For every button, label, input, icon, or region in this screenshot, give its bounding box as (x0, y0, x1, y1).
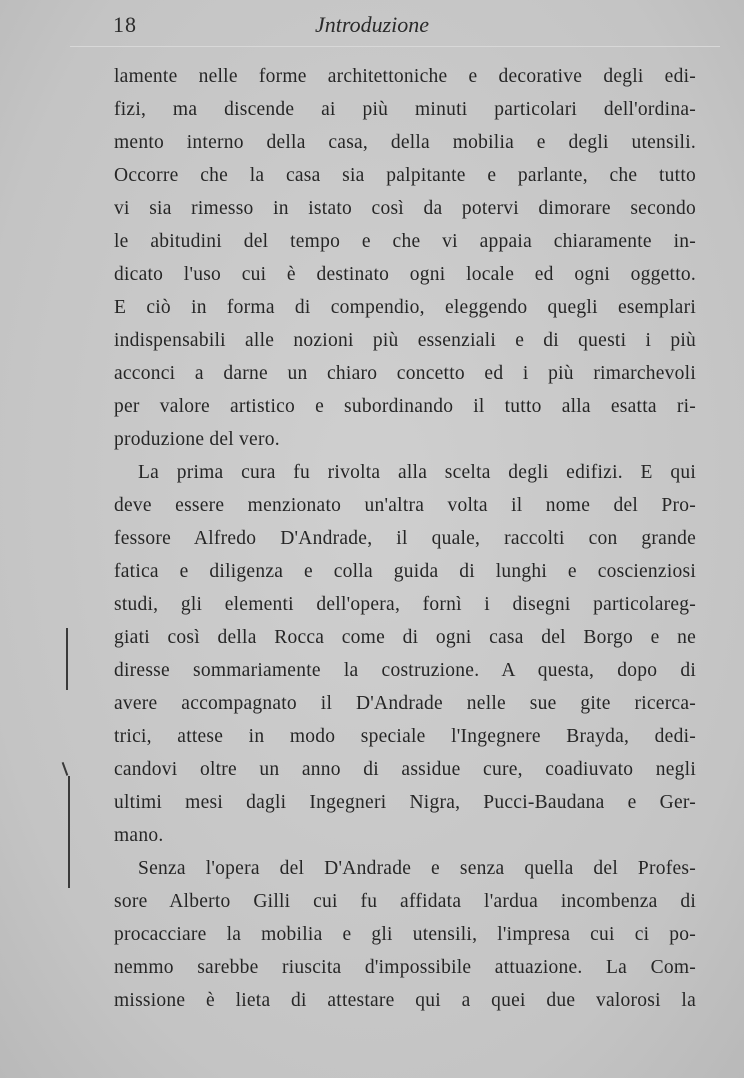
margin-pencil-mark (68, 776, 70, 888)
text-line: avere accompagnato il D'Andrade nelle sue gite ricerca- (114, 693, 696, 714)
text-line: mano. (114, 825, 164, 846)
text-line: Senza l'opera del D'Andrade e senza quella del Profes- (138, 858, 696, 879)
text-line: le abitudini del tempo e che vi appaia chiaramente in- (114, 231, 696, 252)
text-line: per valore artistico e subordinando il tutto alla esatta ri- (114, 396, 696, 417)
text-line: dicato l'uso cui è destinato ogni locale ed ogni oggetto. (114, 264, 696, 285)
text-line: candovi oltre un anno di assidue cure, coadiuvato negli (114, 759, 696, 780)
text-line: studi, gli elementi dell'opera, fornì i disegni particolareg- (114, 594, 696, 615)
text-line: nemmo sarebbe riuscita d'impossibile attuazione. La Com- (114, 957, 696, 978)
text-line: missione è lieta di attestare qui a quei due valorosi la (114, 990, 696, 1011)
text-line: fatica e diligenza e colla guida di lunghi e coscienziosi (114, 561, 696, 582)
text-line: procacciare la mobilia e gli utensili, l'impresa cui ci po- (114, 924, 696, 945)
text-line: mento interno della casa, della mobilia e degli utensili. (114, 132, 696, 153)
header-rule (70, 46, 720, 47)
page-number: 18 (113, 12, 137, 37)
running-head-title: Jntroduzione (314, 12, 430, 37)
text-line: acconci a darne un chiaro concetto ed i più rimarchevoli (114, 363, 696, 384)
text-line: deve essere menzionato un'altra volta il nome del Pro- (114, 495, 696, 516)
text-line: produzione del vero. (114, 429, 280, 450)
text-line: trici, attese in modo speciale l'Ingegnere Brayda, dedi- (114, 726, 696, 747)
text-line: fizi, ma discende ai più minuti particolari dell'ordina- (114, 99, 696, 120)
text-line: giati così della Rocca come di ogni casa del Borgo e ne (114, 627, 696, 648)
text-line: Occorre che la casa sia palpitante e parlante, che tutto (114, 165, 696, 186)
text-line: fessore Alfredo D'Andrade, il quale, raccolti con grande (114, 528, 696, 549)
text-line: vi sia rimesso in istato così da potervi dimorare secondo (114, 198, 696, 219)
text-line: indispensabili alle nozioni più essenziali e di questi i più (114, 330, 696, 351)
text-line: E ciò in forma di compendio, eleggendo quegli esemplari (114, 297, 696, 318)
text-line: ultimi mesi dagli Ingegneri Nigra, Pucci-Baudana e Ger- (114, 792, 696, 813)
text-line: lamente nelle forme architettoniche e decorative degli edi- (114, 66, 696, 87)
text-line: sore Alberto Gilli cui fu affidata l'ardua incombenza di (114, 891, 696, 912)
text-line: La prima cura fu rivolta alla scelta degli edifizi. E qui (138, 462, 696, 483)
margin-pencil-mark (62, 762, 68, 776)
text-line: diresse sommariamente la costruzione. A questa, dopo di (114, 660, 696, 681)
margin-pencil-mark (66, 628, 68, 690)
body-text (114, 60, 696, 1017)
